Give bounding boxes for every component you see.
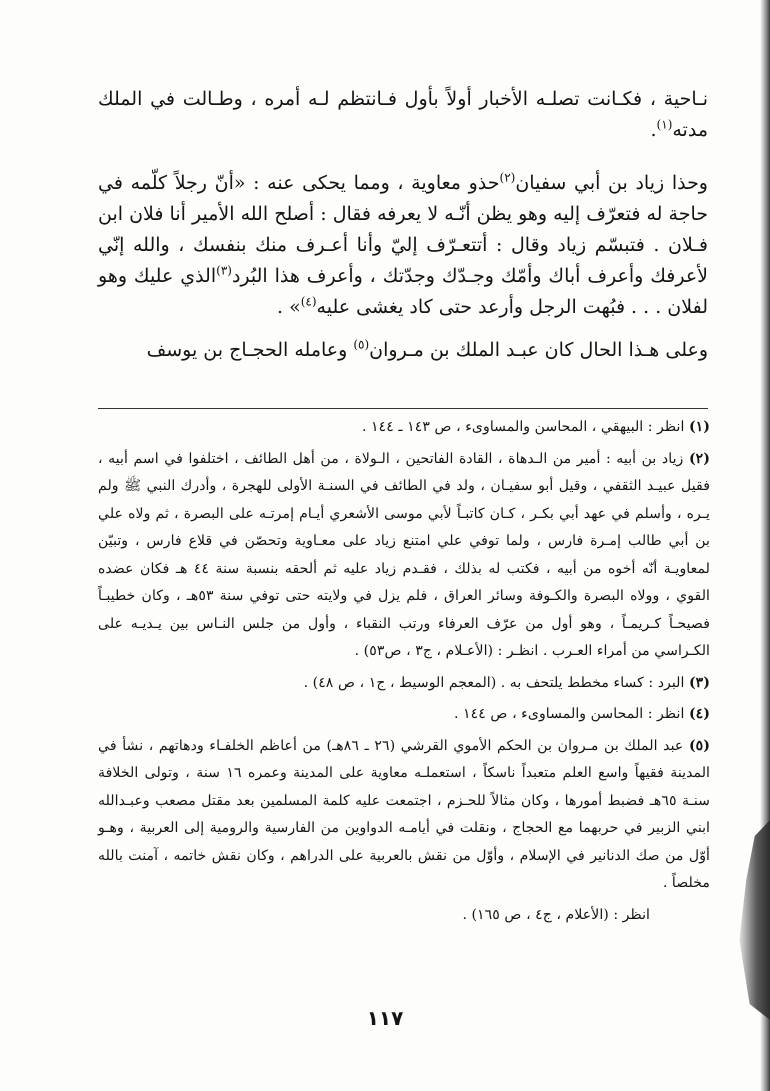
- footnote-1-text: انظر : البيهقي ، المحاسن والمساوىء ، ص ١٤٣ ـ ١٤٤ .: [361, 419, 685, 435]
- paragraph-2: [98, 168, 708, 323]
- footnote-3-number: (٣): [688, 674, 710, 691]
- footnote-3-text: البرد : كساء مخطط يلتحف به . (المعجم الوسيط ، ج١ ، ص ٤٨) .: [303, 674, 685, 691]
- paragraph-1: نـاحية ، فكـانت تصلـه الأخبار أولاً بأول فـانتظم لـه أمره ، وطـالت في الملك مدته$^{(١)}$.: [98, 88, 708, 141]
- footnote-2-number: (٢): [688, 450, 711, 467]
- footnote-1: [98, 414, 710, 442]
- main-text: [98, 84, 708, 366]
- footnote-ref-1: (١): [656, 117, 673, 132]
- paragraph-3-text-b: وعامله الحجـاج بن يوسف: [146, 339, 354, 361]
- footnote-5-number: (٥): [688, 737, 710, 754]
- footnote-ref-5: (٥): [353, 337, 370, 352]
- footnote-5-text: عبد الملك بن مـروان بن الحكم الأموي القرشي (٢٦ ـ ٨٦هـ) من أعاظم الخلفـاء ودهاتهم ، نشأ في المدينة فقيهاً واسع العلم متعبداً ناسكاً ، استعملـه معاوية على المدينة وعمره ١٦ سنة ، وتولى الخلافة سنـة ٦٥هـ فضبط أمورها ، وكان مثالاً للحـزم ، اجتمعت عليه كلمة المسلمين بعد مقتل مصعب وعبـدالله ابني الزبير في حربهما مع الحجاج ، ونقلت في أيامـه الدواوين من الفارسية والرومية إلى العربية ، وهـو أوّل من صك الدنانير في الإسلام ، وأوّل من نقش بالعربية على الدراهم ، وكان نقش خاتمه ، آمنت بالله مخلصاً .: [98, 737, 710, 891]
- footnote-ref-4: (٤): [300, 294, 317, 309]
- footnote-ref-2: (٢): [499, 170, 516, 185]
- paragraph-3-text-a: وعلى هـذا الحال كان عبـد الملك بن مـروان: [369, 339, 708, 361]
- paragraph-2-text-a: وحذا زياد بن أبي سفيان: [515, 172, 708, 194]
- footnote-5-source: انظر : (الأعلام ، ج٤ ، ص ١٦٥) .: [462, 906, 650, 923]
- page-edge-tear: [736, 820, 770, 1020]
- footnotes: [98, 414, 710, 929]
- footnote-ref-3: (٣): [216, 263, 232, 278]
- footnote-5: [98, 733, 710, 898]
- footnote-divider: [98, 408, 708, 409]
- paragraph-2-text-c: الذي عليك وهو لفلان . . . فبُهت الرجل وأرعد حتى كاد يغشى عليه: [98, 265, 708, 318]
- footnote-2: [98, 446, 710, 666]
- footnote-4-text: انظر : المحاسن والمساوىء ، ص ١٤٤ .: [454, 706, 685, 722]
- paragraph-2-end: » .: [276, 296, 301, 318]
- paragraph-1-text: نـاحية ، فكـانت تصلـه الأخبار أولاً بأول فـانتظم لـه أمره ، وطـالت في الملك مدته: [98, 88, 708, 141]
- footnote-2-text: زياد بن أبيه : أمير من الـدهاة ، القادة الفاتحين ، الـولاة ، من أهل الطائف ، اختلفوا في اسم أبيه ، فقيل عبيـد الثقفي ، وقيل أبو سفيـان ، ولد في الطائف في السنـة الأولى للهجرة ، وأدرك النبي ﷺ ولم يـره ، وأسلم في عهد أبي بكـر ، كـان كاتبـاً لأبي موسى الأشعري أيـام إمرتـه على البصرة ، ثم ولاه علي بن أبي طالب إمـرة فارس ، ولما توفي علي امتنع زياد على معـاوية وتحصّن في قلاع فارس ، وتبيّن لمعاويـة أنّه أخوه من أبيه ، فكتب له بذلك ، فقـدم زياد عليه ثم ألحقه بنسبة سنة ٤٤ هـ فكان عضده القوي ، وولاه البصرة والكـوفة وسائر العراق ، فلم يزل في ولايته حتى توفي سنة ٥٣هـ ، وكان خطيبـاً فصيحـاً كـريمـاً ، وهو أول من عرّف العرفاء ورتب النقباء ، وأول من جلس النـاس بين يـديـه على الكـراسي من أمراء العـرب . انظـر : (الأعـلام ، ج٣ ، ص٥٣) .: [98, 450, 710, 659]
- footnote-4-number: (٤): [688, 706, 710, 722]
- paragraph-3: [98, 335, 708, 366]
- page-number: ١١٧: [366, 1006, 404, 1030]
- footnote-1-number: (١): [688, 419, 710, 435]
- footnote-4: [98, 701, 710, 729]
- footnote-3: [98, 670, 710, 698]
- paragraph-2-text-b: حذو معاوية ، ومما يحكى عنه : «أنّ رجلاً كلّمه في حاجة له فتعرّف إليه وهو يظن أنّـه لا يعرفه فقال : أصلح الله الأمير أنا فلان ابن فـلان . فتبسّم زياد وقال : أتتعـرّف إليّ وأنا أعـرف منك بنفسك ، والله إنّي لأعرفك وأعرف أباك وأمّك وجـدّك وجدّتك ، وأعرف هذا البُرد: [98, 172, 708, 287]
